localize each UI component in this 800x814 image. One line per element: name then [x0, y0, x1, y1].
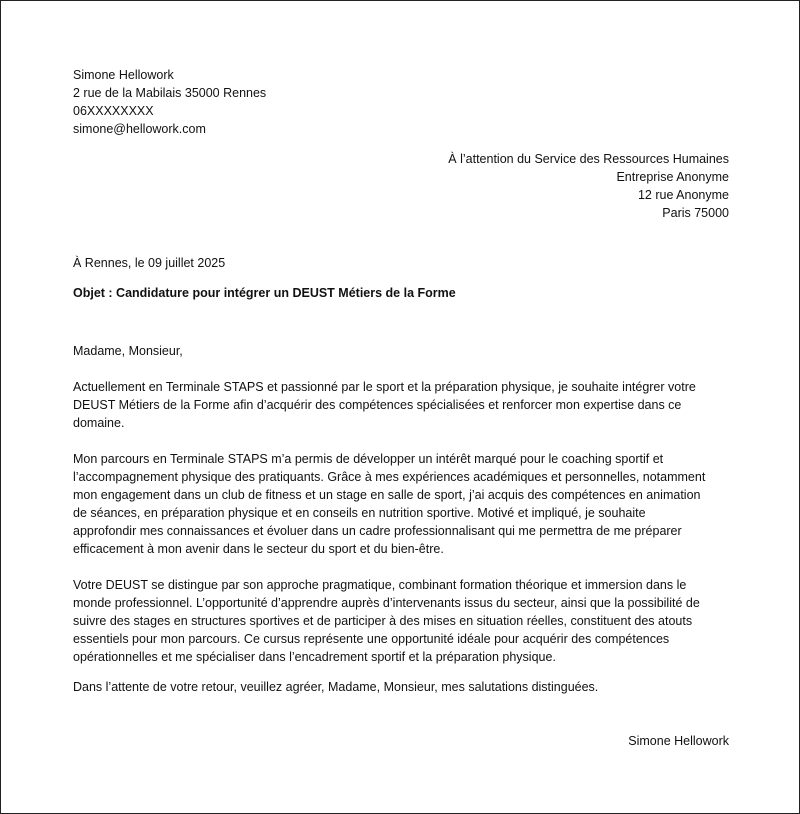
paragraph-line: essentiels pour mon parcours. Ce cursus représente une opportunité idéale pour acquérir des compétences — [73, 632, 670, 646]
recipient-city: Paris 75000 — [662, 206, 729, 220]
recipient-block — [73, 150, 729, 222]
paragraph-line: l’accompagnement physique des pratiquants. Grâce à mes expériences académiques et personnelles, notamment — [73, 470, 706, 484]
sender-name: Simone Hellowork — [73, 68, 174, 82]
date-line: À Rennes, le 09 juillet 2025 — [73, 256, 226, 270]
sender-address: 2 rue de la Mabilais 35000 Rennes — [73, 86, 267, 100]
paragraph-1 — [73, 378, 729, 432]
paragraph-line: DEUST Métiers de la Forme afin d’acquérir des compétences spécialisées et renforcer mon expertise dans ce — [73, 398, 682, 412]
closing-line: Dans l’attente de votre retour, veuillez agréer, Madame, Monsieur, mes salutations distinguées. — [73, 680, 599, 694]
paragraph-3 — [73, 576, 729, 666]
sender-block — [73, 66, 729, 138]
paragraph-line: monde professionnel. L’opportunité d’apprendre auprès d’intervenants issus du secteur, ainsi que la possibilité de — [73, 596, 700, 610]
recipient-attention: À l’attention du Service des Ressources Humaines — [448, 152, 729, 166]
subject-line: Objet : Candidature pour intégrer un DEUST Métiers de la Forme — [73, 286, 456, 300]
paragraph-line: suivre des stages en structures sportives et de participer à des mises en situation réelles, constituent des atouts — [73, 614, 693, 628]
recipient-street: 12 rue Anonyme — [637, 188, 729, 202]
signature: Simone Hellowork — [628, 734, 729, 748]
paragraph-2 — [73, 450, 729, 558]
paragraph-line: mon engagement dans un club de fitness et un stage en salle de sport, j’ai acquis des compétences en animation — [73, 488, 701, 502]
paragraph-line: approfondir mes connaissances et évoluer dans un cadre professionnalisant qui me permettra de me préparer — [73, 524, 682, 538]
paragraph-line: efficacement à mon avenir dans le secteur du sport et du bien-être. — [73, 542, 444, 556]
salutation: Madame, Monsieur, — [73, 344, 183, 358]
recipient-company: Entreprise Anonyme — [616, 170, 729, 184]
paragraph-line: domaine. — [73, 416, 125, 430]
sender-phone: 06XXXXXXXX — [73, 104, 154, 118]
sender-email: simone@hellowork.com — [73, 122, 206, 136]
paragraph-line: Mon parcours en Terminale STAPS m’a permis de développer un intérêt marqué pour le coaching sportif et — [73, 452, 664, 466]
paragraph-line: opérationnelles et me spécialiser dans l’encadrement sportif et la préparation physique. — [73, 650, 556, 664]
letter-body — [73, 342, 729, 684]
paragraph-line: Actuellement en Terminale STAPS et passionné par le sport et la préparation physique, je souhaite intégrer votre — [73, 380, 696, 394]
paragraph-line: Votre DEUST se distingue par son approche pragmatique, combinant formation théorique et immersion dans le — [73, 578, 687, 592]
paragraph-line: de séances, en préparation physique et en conseils en nutrition sportive. Motivé et impliqué, je souhaite — [73, 506, 646, 520]
